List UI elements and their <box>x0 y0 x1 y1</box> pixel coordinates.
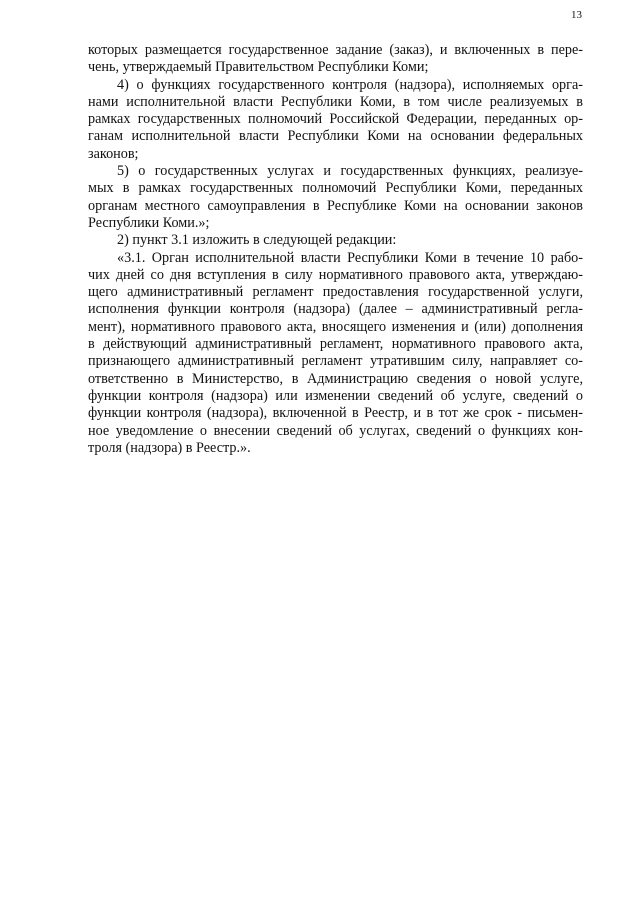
text-line: ответственно в Министерство, в Администрацию сведения о новой услуге, <box>88 370 583 387</box>
text-line: органам местного самоуправления в Республике Коми на основании законов <box>88 197 583 214</box>
text-line: которых размещается государственное задание (заказ), и включенных в пере- <box>88 42 583 58</box>
text-line: исполнения функции контроля (надзора) (далее – административный регла- <box>88 301 583 318</box>
document-body-text <box>88 42 583 457</box>
text-line: мент), нормативного правового акта, вносящего изменения и (или) дополнения <box>88 318 583 335</box>
text-line: рамках государственных полномочий Российской Федерации, переданных ор- <box>88 111 583 128</box>
text-line: чих дней со дня вступления в силу нормативного правового акта, утверждаю- <box>88 266 583 283</box>
text-line: мых в рамках государственных полномочий Республики Коми, переданных <box>88 180 583 197</box>
text-line: функции контроля (надзора), включенной в Реестр, и в тот же срок - письмен- <box>88 405 583 422</box>
text-line: 5) о государственных услугах и государственных функциях, реализуе- <box>117 163 583 180</box>
text-line: чень, утверждаемый Правительством Республики Коми; <box>88 59 429 76</box>
text-line: нами исполнительной власти Республики Коми, в том числе реализуемых в <box>88 93 583 110</box>
text-line: в действующий административный регламент, нормативного правового акта, <box>88 336 583 353</box>
text-line: 4) о функциях государственного контроля (надзора), исполняемых орга- <box>117 76 583 93</box>
text-line: ганам исполнительной власти Республики Коми на основании федеральных <box>88 128 583 145</box>
text-line: признающего административный регламент утратившим силу, направляет со- <box>88 353 583 370</box>
text-line: функции контроля (надзора) или изменении сведений об услуге, сведений о <box>88 387 583 404</box>
text-line: щего административный регламент предоставления государственной услуги, <box>88 284 583 301</box>
text-line: троля (надзора) в Реестр.». <box>88 439 251 456</box>
text-line: Республики Коми.»; <box>88 214 210 231</box>
text-line: 2) пункт 3.1 изложить в следующей редакции: <box>117 232 397 249</box>
text-line: ное уведомление о внесении сведений об услугах, сведений о функциях кон- <box>88 422 583 439</box>
text-line: законов; <box>88 145 139 162</box>
page-number: 13 <box>571 9 582 21</box>
text-line: «3.1. Орган исполнительной власти Республики Коми в течение 10 рабо- <box>117 249 583 266</box>
